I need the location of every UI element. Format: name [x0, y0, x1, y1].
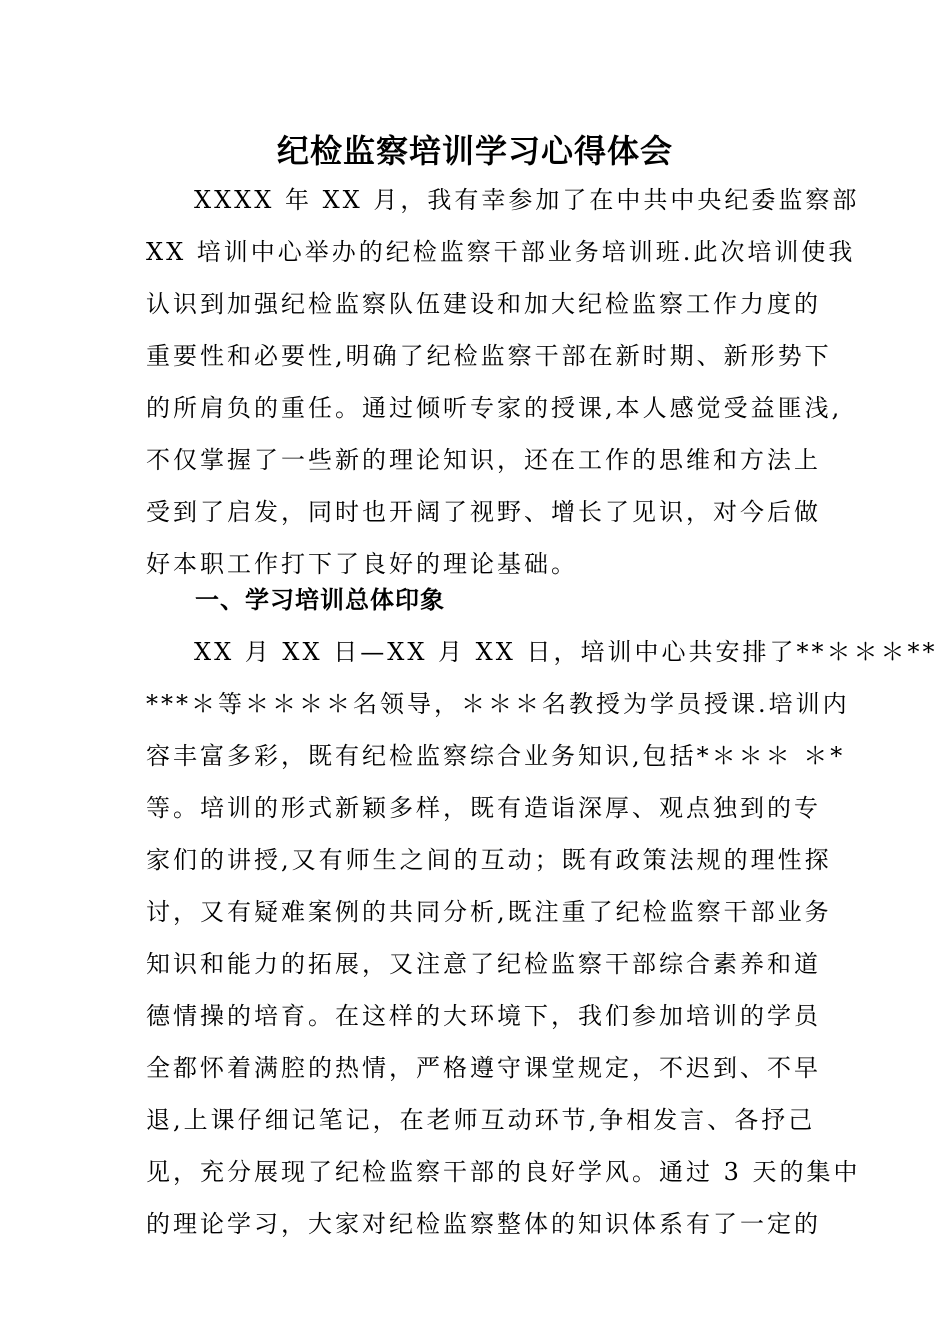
paragraph-line: 知识和能力的拓展，又注意了纪检监察干部综合素养和道 — [146, 950, 821, 978]
paragraph-line: 认识到加强纪检监察队伍建设和加大纪检监察工作力度的 — [146, 290, 821, 318]
paragraph-line: 全都怀着满腔的热情，严格遵守课堂规定，不迟到、不早 — [146, 1054, 821, 1082]
paragraph-line: 的理论学习，大家对纪检监察整体的知识体系有了一定的 — [146, 1210, 821, 1238]
paragraph-line: XXXX 年 XX 月，我有幸参加了在中共中央纪委监察部 — [194, 186, 860, 214]
paragraph-line: 见，充分展现了纪检监察干部的良好学风。通过 3 天的集中 — [146, 1158, 861, 1186]
paragraph-line: 退,上课仔细记笔记，在老师互动环节,争相发言、各抒己 — [146, 1106, 816, 1134]
paragraph-line: 容丰富多彩，既有纪检监察综合业务知识,包括*＊＊＊ ＊* — [146, 742, 846, 770]
paragraph-line: XX 培训中心举办的纪检监察干部业务培训班.此次培训使我 — [146, 238, 856, 266]
paragraph-line: 家们的讲授,又有师生之间的互动；既有政策法规的理性探 — [146, 846, 832, 874]
paragraph-line: 德情操的培育。在这样的大环境下，我们参加培训的学员 — [146, 1002, 821, 1030]
section-heading: 一、学习培训总体印象 — [195, 586, 445, 614]
paragraph-line: ***＊等＊＊＊＊名领导，＊＊＊名教授为学员授课.培训内 — [146, 690, 850, 718]
paragraph-line: 好本职工作打下了良好的理论基础。 — [146, 550, 578, 578]
intro-paragraph — [146, 174, 860, 590]
document-title: 纪检监察培训学习心得体会 — [276, 132, 673, 170]
section1-paragraph — [146, 626, 938, 1250]
paragraph-line: 的所肩负的重任。通过倾听专家的授课,本人感觉受益匪浅, — [146, 394, 843, 422]
paragraph-line: 受到了启发，同时也开阔了视野、增长了见识，对今后做 — [146, 498, 821, 526]
paragraph-line: 讨，又有疑难案例的共同分析,既注重了纪检监察干部业务 — [146, 898, 832, 926]
paragraph-line: 等。培训的形式新颖多样，既有造诣深厚、观点独到的专 — [146, 794, 821, 822]
paragraph-line: 重要性和必要性,明确了纪检监察干部在新时期、新形势下 — [146, 342, 832, 370]
paragraph-line: XX 月 XX 日—XX 月 XX 日，培训中心共安排了**＊＊＊** — [194, 638, 938, 666]
paragraph-line: 不仅掌握了一些新的理论知识，还在工作的思维和方法上 — [146, 446, 821, 474]
